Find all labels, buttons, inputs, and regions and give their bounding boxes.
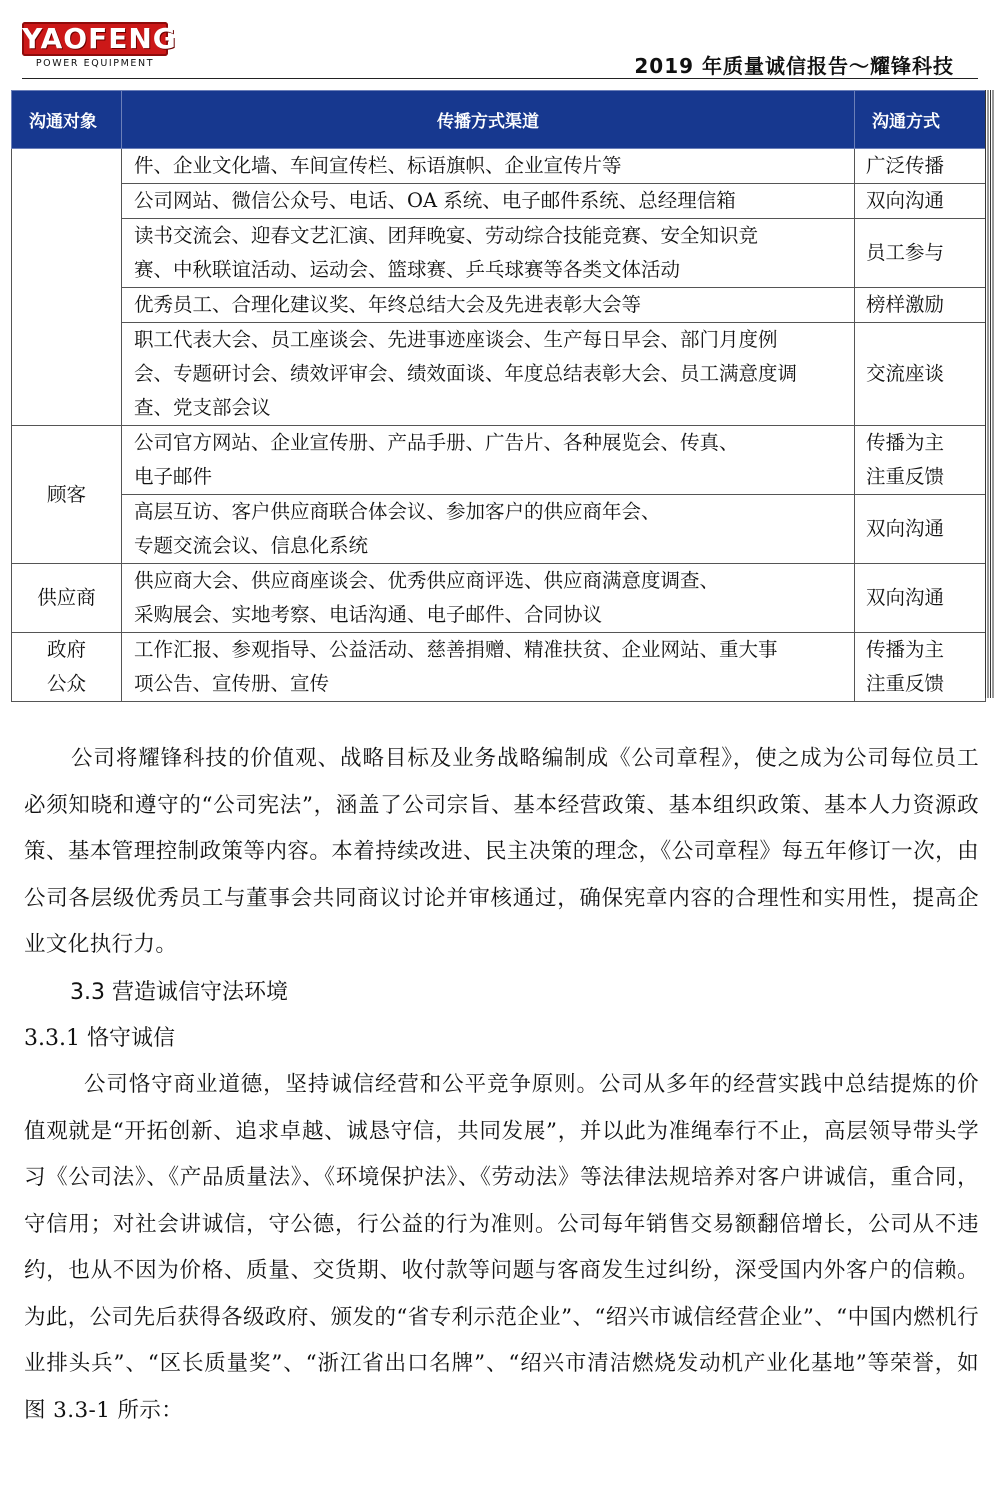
channel-line: 件、企业文化墙、车间宣传栏、标语旗帜、企业宣传片等 — [134, 154, 622, 177]
channel-line: 查、党支部会议 — [134, 396, 271, 419]
table-row — [12, 564, 986, 633]
channel-line: 公司网站、微信公众号、电话、OA 系统、电子邮件系统、总经理信箱 — [134, 189, 736, 212]
table-row — [12, 184, 986, 219]
method-line: 交流座谈 — [866, 362, 945, 385]
header-method: 沟通方式 — [855, 91, 986, 149]
channel-line: 读书交流会、迎春文艺汇演、团拜晚宴、劳动综合技能竞赛、安全知识竞 — [134, 224, 759, 247]
header-divider — [22, 78, 978, 79]
table-row — [12, 633, 986, 702]
logo-subtext: POWER EQUIPMENT — [35, 58, 155, 69]
method-line: 双向沟通 — [866, 586, 945, 609]
channel-line: 电子邮件 — [134, 465, 213, 488]
channel-line: 优秀员工、合理化建议奖、年终总结大会及先进表彰大会等 — [134, 293, 642, 316]
channel-line: 职工代表大会、员工座谈会、先进事迹座谈会、生产每日早会、部门月度例 — [134, 328, 778, 351]
channel-cell — [122, 149, 855, 184]
method-cell — [855, 633, 986, 702]
channel-cell — [122, 495, 855, 564]
target-cell-government-public — [12, 633, 122, 702]
header-channel: 传播方式渠道 — [122, 91, 855, 149]
paragraph-company-charter: 公司将耀锋科技的价值观、战略目标及业务战略编制成《公司章程》，使之成为公司每位员工必须知晓和遵守的“公司宪法”，涵盖了公司宗旨、基本经营政策、基本组织政策、基本人力资源政策、基本管理控制政策等内容。本着持续改进、民主决策的理念，《公司章程》每五年修订一次，由公司各层级优秀员工与董事会共同商议讨论并审核通过，确保宪章内容的合理性和实用性，提高企业文化执行力。 — [24, 746, 979, 957]
section-heading-3-3: 3.3 营造诚信守法环境 — [70, 980, 288, 1005]
method-cell — [855, 184, 986, 219]
method-cell — [855, 495, 986, 564]
paragraph-integrity: 公司恪守商业道德，坚持诚信经营和公平竞争原则。公司从多年的经营实践中总结提炼的价值观就是“开拓创新、追求卓越、诚恳守信，共同发展”，并以此为准绳奉行不止，高层领导带头学习《公司法》、《产品质量法》、《环境保护法》、《劳动法》等法律法规培养对客户讲诚信，重合同，守信用；对社会讲诚信，守公德，行公益的行为准则。公司每年销售交易额翻倍增长，公司从不违约，也从不因为价格、质量、交货期、收付款等问题与客商发生过纠纷，深受国内外客户的信赖。为此，公司先后获得各级政府、颁发的“省专利示范企业”、“绍兴市诚信经营企业”、“中国内燃机行业排头兵”、“区长质量奖”、“浙江省出口名牌”、“绍兴市清洁燃烧发动机产业化基地”等荣誉，如图 3.3-1 所示： — [24, 1072, 979, 1423]
target-line: 公众 — [46, 672, 86, 695]
channel-line: 会、专题研讨会、绩效评审会、绩效面谈、年度总结表彰大会、员工满意度调 — [134, 362, 798, 385]
channel-line: 工作汇报、参观指导、公益活动、慈善捐赠、精准扶贫、企业网站、重大事 — [134, 638, 778, 661]
channel-line: 公司官方网站、企业宣传册、产品手册、广告片、各种展览会、传真、 — [134, 431, 739, 454]
method-cell — [855, 149, 986, 184]
method-line: 员工参与 — [866, 241, 945, 264]
target-cell-employees — [12, 149, 122, 426]
report-title: 2019 年质量诚信报告～耀锋科技 — [634, 54, 954, 78]
method-line: 传播为主 — [866, 638, 945, 661]
method-line: 榜样激励 — [866, 293, 945, 316]
method-cell — [855, 323, 986, 426]
table-row — [12, 323, 986, 426]
target-cell-customers: 顾客 — [12, 426, 122, 564]
logo-text: YAOFENG — [22, 22, 177, 55]
method-line: 双向沟通 — [866, 517, 945, 540]
table-row — [12, 495, 986, 564]
channel-cell — [122, 426, 855, 495]
method-cell — [855, 564, 986, 633]
header-target: 沟通对象 — [12, 91, 122, 149]
company-logo — [22, 22, 177, 70]
target-cell-suppliers: 供应商 — [12, 564, 122, 633]
section-heading-3-3-1: 3.3.1 恪守诚信 — [24, 1026, 175, 1051]
table-row — [12, 149, 986, 184]
channel-cell — [122, 323, 855, 426]
method-line: 传播为主 — [866, 431, 945, 454]
table-edge-stripe — [985, 90, 995, 698]
channel-cell — [122, 564, 855, 633]
method-cell — [855, 426, 986, 495]
channel-line: 赛、中秋联谊活动、运动会、篮球赛、乒乓球赛等各类文体活动 — [134, 258, 681, 281]
method-cell — [855, 219, 986, 288]
channel-cell — [122, 288, 855, 323]
channel-cell — [122, 219, 855, 288]
table-row — [12, 288, 986, 323]
channel-line: 项公告、宣传册、宣传 — [134, 672, 330, 695]
logo-badge — [22, 22, 177, 56]
method-line: 注重反馈 — [866, 465, 945, 488]
table-row — [12, 426, 986, 495]
channel-line: 供应商大会、供应商座谈会、优秀供应商评选、供应商满意度调查、 — [134, 569, 720, 592]
channel-line: 采购展会、实地考察、电话沟通、电子邮件、合同协议 — [134, 603, 603, 626]
table-row — [12, 219, 986, 288]
method-line: 双向沟通 — [866, 189, 945, 212]
channel-line: 高层互访、客户供应商联合体会议、参加客户的供应商年会、 — [134, 500, 661, 523]
table-header-row — [12, 91, 986, 149]
communication-table — [11, 90, 986, 702]
method-line: 广泛传播 — [866, 154, 945, 177]
channel-line: 专题交流会议、信息化系统 — [134, 534, 369, 557]
method-line: 注重反馈 — [866, 672, 945, 695]
channel-cell — [122, 633, 855, 702]
target-line: 政府 — [46, 638, 86, 661]
method-cell — [855, 288, 986, 323]
channel-cell — [122, 184, 855, 219]
